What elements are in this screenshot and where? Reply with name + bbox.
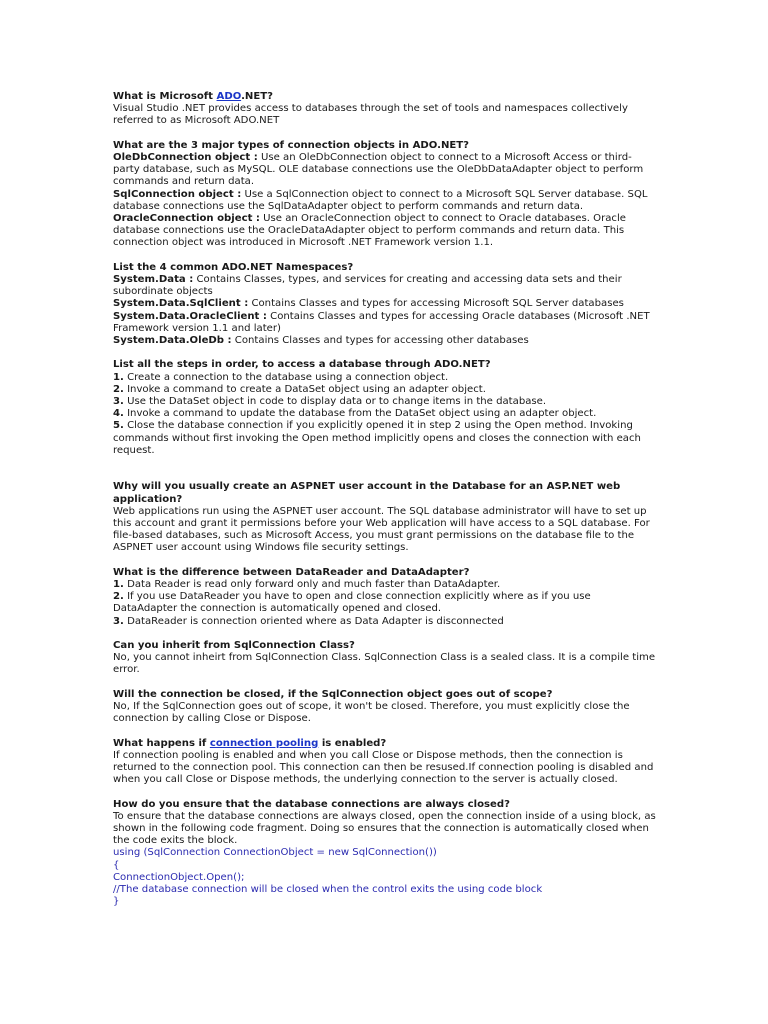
question-text: What happens if	[113, 737, 210, 749]
definition: Use a SqlConnection object to connect to a Microsoft SQL Server database. SQL database connections use the SqlDataAdapter object to perform commands and return data.	[113, 188, 648, 212]
question-steps: List all the steps in order, to access a database through ADO.NET?	[113, 359, 491, 371]
step-text: Close the database connection if you explicitly opened it in step 2 using the Open method. Invoking commands without first invoking the Open method implicitly opens and closes the connection with each request.	[113, 420, 641, 456]
step-number: 3.	[113, 396, 124, 408]
list-item	[113, 396, 658, 408]
list-item	[113, 384, 658, 396]
definition: Use an OracleConnection object to connect to Oracle databases. Oracle database connections use the OracleDataAdapter object to perform commands and return data. This connection object was introduced in Microsoft .NET Framework version 1.1.	[113, 213, 626, 249]
question-text: is enabled?	[318, 737, 387, 749]
term: System.Data.SqlClient :	[113, 298, 249, 310]
step-number: 4.	[113, 408, 124, 420]
list-item	[113, 579, 658, 591]
step-number: 5.	[113, 420, 124, 432]
item-number: 1.	[113, 579, 124, 591]
list-item	[113, 372, 658, 384]
term: OracleConnection object :	[113, 213, 260, 225]
question-scope: Will the connection be closed, if the SqlConnection object goes out of scope?	[113, 688, 553, 700]
list-item	[113, 591, 658, 615]
code-line: //The database connection will be closed when the control exits the using code block	[113, 884, 543, 896]
list-item	[113, 616, 658, 628]
question-namespaces: List the 4 common ADO.NET Namespaces?	[113, 261, 354, 273]
list-item	[113, 335, 658, 347]
question-aspnet-account: Why will you usually create an ASPNET user account in the Database for an ASP.NET web application?	[113, 481, 621, 505]
item-text: Data Reader is read only forward only and much faster than DataAdapter.	[123, 579, 501, 591]
answer-ado-net: Visual Studio .NET provides access to databases through the set of tools and namespaces collectively referred to as Microsoft ADO.NET	[113, 103, 628, 127]
list-item	[113, 311, 658, 335]
definition: Contains Classes and types for accessing other databases	[231, 335, 529, 347]
list-item	[113, 189, 658, 213]
question-inherit: Can you inherit from SqlConnection Class?	[113, 640, 355, 652]
item-number: 2.	[113, 591, 124, 603]
term: System.Data.OleDb :	[113, 335, 232, 347]
item-text: DataReader is connection oriented where as Data Adapter is disconnected	[123, 615, 504, 627]
step-text: Create a connection to the database using a connection object.	[123, 371, 449, 383]
question-datareader-dataadapter: What is the difference between DataReader and DataAdapter?	[113, 566, 470, 578]
code-line: ConnectionObject.Open();	[113, 871, 245, 883]
term: System.Data.OracleClient :	[113, 310, 267, 322]
answer-pooling: If connection pooling is enabled and when you call Close or Dispose methods, then the connection is returned to the connection pool. This connection can then be resused.If connection pooling is disabled and when you call Close or Dispose methods, the underlying connection to the server is actually closed.	[113, 749, 654, 786]
list-item	[113, 152, 658, 189]
step-number: 1.	[113, 371, 124, 383]
term: OleDbConnection object :	[113, 152, 258, 163]
list-item	[113, 213, 658, 250]
term: System.Data :	[113, 274, 194, 286]
question-ado-net	[113, 91, 658, 103]
list-item	[113, 408, 658, 420]
step-text: Invoke a command to update the database from the DataSet object using an adapter object.	[123, 408, 597, 420]
answer-aspnet-account: Web applications run using the ASPNET user account. The SQL database administrator will have to set up this account and grant it permissions before your Web application will have access to a SQL database. For file-based databases, such as Microsoft Access, you must grant permissions on the database file to the ASPNET user account using Windows file security settings.	[113, 505, 650, 554]
item-number: 3.	[113, 615, 124, 627]
code-line: using (SqlConnection ConnectionObject = new SqlConnection())	[113, 847, 437, 859]
answer-inherit: No, you cannot inheirt from SqlConnection Class. SqlConnection Class is a sealed class. It is a compile time error.	[113, 652, 656, 676]
answer-always-closed: To ensure that the database connections are always closed, open the connection inside of a using block, as shown in the following code fragment. Doing so ensures that the connection is automatically closed when the code exits the block.	[113, 810, 656, 847]
code-line: {	[113, 859, 120, 871]
item-text: If you use DataReader you have to open and close connection explicitly where as if you use DataAdapter the connection is automatically opened and closed.	[113, 591, 591, 615]
definition: Contains Classes and types for accessing Microsoft SQL Server databases	[248, 298, 624, 310]
question-pooling	[113, 738, 658, 750]
question-text: .NET?	[241, 91, 274, 102]
question-text: What is Microsoft	[113, 91, 217, 102]
definition: Use an OleDbConnection object to connect to a Microsoft Access or third-party database, such as MySQL. OLE database connections use the OleDbDataAdapter object to perform commands and return data.	[113, 152, 644, 188]
list-item	[113, 298, 658, 310]
step-text: Use the DataSet object in code to display data or to change items in the database.	[123, 396, 547, 408]
ado-link[interactable]: ADO	[216, 91, 242, 102]
question-always-closed: How do you ensure that the database connections are always closed?	[113, 798, 510, 810]
definition: Contains Classes, types, and services for creating and accessing data sets and their subordinate objects	[113, 274, 622, 298]
connection-pooling-link[interactable]: connection pooling	[209, 737, 319, 749]
step-text: Invoke a command to create a DataSet object using an adapter object.	[123, 383, 486, 395]
term: SqlConnection object :	[113, 188, 242, 200]
answer-scope: No, If the SqlConnection goes out of scope, it won't be closed. Therefore, you must explicitly close the connection by calling Close or Dispose.	[113, 701, 630, 725]
question-connection-objects: What are the 3 major types of connection objects in ADO.NET?	[113, 139, 470, 151]
step-number: 2.	[113, 383, 124, 395]
list-item	[113, 274, 658, 298]
code-line: }	[113, 896, 120, 908]
definition: Contains Classes and types for accessing Oracle databases (Microsoft .NET Framework version 1.1 and later)	[113, 310, 650, 334]
document-page	[113, 91, 658, 908]
list-item	[113, 420, 658, 457]
